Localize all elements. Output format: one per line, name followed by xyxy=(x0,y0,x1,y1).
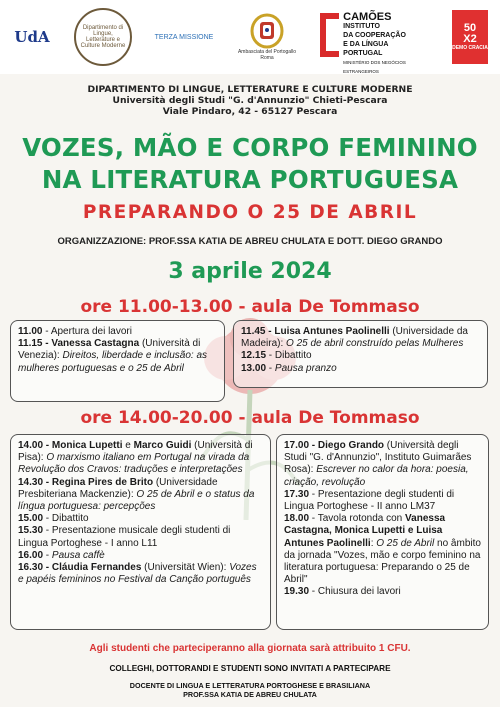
program-item: 18.00 - Tavola rotonda con Vanessa Castagna, Monica Lupetti e Luisa Antunes Paolinelli: O 25 de Abril no âmbito da jornada "Vozes, mão e corpo feminino na literatura portuguesa: Preparando o 25 de Abril" xyxy=(284,513,481,586)
afternoon-program-left xyxy=(10,434,271,630)
camoes-mark-icon xyxy=(320,13,339,57)
department-name: DIPARTIMENTO DI LINGUE, LETTERATURE E CULTURE MODERNE xyxy=(87,84,413,95)
program-item: 12.15 - Dibattito xyxy=(241,350,312,362)
fifty-line3: DEMO CRACIA xyxy=(452,45,488,51)
morning-program-left xyxy=(10,320,225,402)
camoes-line4: PORTUGAL xyxy=(343,50,383,57)
signature-block xyxy=(0,681,500,699)
program-item: 15.30 - Presentazione musicale degli studenti di Lingua Portoghese - I anno L11 xyxy=(18,525,231,549)
cfu-notice: Agli studenti che parteciperanno alla giornata sarà attribuito 1 CFU. xyxy=(89,643,411,654)
program-item: 14.00 - Monica Lupetti e Marco Guidi (Università di Pisa): O marxismo italiano em Portugal na virada da Revolução dos Cravos: traduções e interpretações xyxy=(18,440,253,476)
camoes-line1: INSTITUTO xyxy=(343,23,380,30)
signature-name: PROF.SSA KATIA DE ABREU CHULATA xyxy=(183,690,317,699)
uda-logo xyxy=(12,15,52,59)
fifty-years-logo xyxy=(452,10,488,64)
university-name: Università degli Studi "G. d'Annunzio" Chieti-Pescara xyxy=(112,95,388,106)
afternoon-session-heading: ore 14.00-20.00 - aula De Tommaso xyxy=(80,408,420,428)
program-item: 14.30 - Regina Pires de Brito (Universidade Presbiteriana Mackenzie): O 25 de Abril e o status da língua portuguesa: percepções xyxy=(18,476,255,513)
logo-strip xyxy=(0,0,500,74)
uda-logo-text: UdA xyxy=(14,28,50,46)
program-item: 17.00 - Diego Grando (Università degli Studi "G. d'Annunzio", Instituto Guimarães Rosa): Escrever no calor da hora: poesia, criação, revolução xyxy=(284,440,472,488)
event-title-line1: VOZES, MÃO E CORPO FEMININO xyxy=(22,133,478,162)
event-subtitle: PREPARANDO O 25 DE ABRIL xyxy=(82,202,418,223)
event-title-line2: NA LITERATURA PORTUGUESA xyxy=(41,165,459,194)
department-seal-logo xyxy=(74,8,132,66)
camoes-line3: E DA LÍNGUA xyxy=(343,41,389,48)
camoes-title: CAMÕES xyxy=(343,11,392,23)
afternoon-program-right xyxy=(276,434,489,630)
program-item: 16.30 - Cláudia Fernandes (Universität Wien): Vozes e papéis femininos no Festival da Canção português xyxy=(18,562,257,586)
terza-missione-logo xyxy=(154,26,214,48)
organizers: ORGANIZZAZIONE: PROF.SSA KATIA DE ABREU CHULATA E DOTT. DIEGO GRANDO xyxy=(57,236,443,247)
fifty-line2: X2 xyxy=(463,33,477,45)
program-item: 17.30 - Presentazione degli studenti di Lingua Portoghese - II anno LM37 xyxy=(284,488,455,513)
fifty-line1: 50 xyxy=(463,22,477,34)
camoes-line5: MINISTÉRIO DOS NEGÓCIOS ESTRANGEIROS xyxy=(343,60,406,74)
invitation-notice: COLLEGHI, DOTTORANDI E STUDENTI SONO INVITATI A PARTECIPARE xyxy=(109,664,391,673)
morning-program-right xyxy=(233,320,488,388)
program-item: 11.15 - Vanessa Castagna (Università di Venezia): Direitos, liberdade e inclusão: as mulheres portuguesas e o 25 de Abril xyxy=(18,338,208,374)
camoes-logo xyxy=(320,11,430,74)
program-item: 13.00 - Pausa pranzo xyxy=(241,362,337,374)
ambassador-crest-logo xyxy=(236,7,298,67)
program-item: 19.30 - Chiusura dei lavori xyxy=(284,586,401,598)
event-date: 3 aprile 2024 xyxy=(168,259,332,284)
program-item: 15.00 - Dibattito xyxy=(18,513,89,525)
terza-missione-text: TERZA MISSIONE xyxy=(154,33,214,41)
program-item: 16.00 - Pausa caffè xyxy=(18,549,105,561)
camoes-line2: DA COOPERAÇÃO xyxy=(343,32,406,39)
program-item: 11.45 - Luisa Antunes Paolinelli (Universidade da Madeira): O 25 de abril construído pelas Mulheres xyxy=(241,326,468,350)
signature-role: DOCENTE DI LINGUA E LETTERATURA PORTOGHESE E BRASILIANA xyxy=(129,681,371,690)
university-address: Viale Pindaro, 42 - 65127 Pescara xyxy=(162,106,338,117)
portugal-crest-icon xyxy=(250,13,284,49)
department-seal-text: Dipartimento di Lingue, Letterature e Culture Moderne xyxy=(80,25,126,49)
department-header xyxy=(0,84,500,117)
program-item: 11.00 - Apertura dei lavori xyxy=(18,326,132,337)
ambassador-text: Ambasciata del Portogallo Roma xyxy=(237,49,297,61)
morning-session-heading: ore 11.00-13.00 - aula De Tommaso xyxy=(80,297,420,317)
